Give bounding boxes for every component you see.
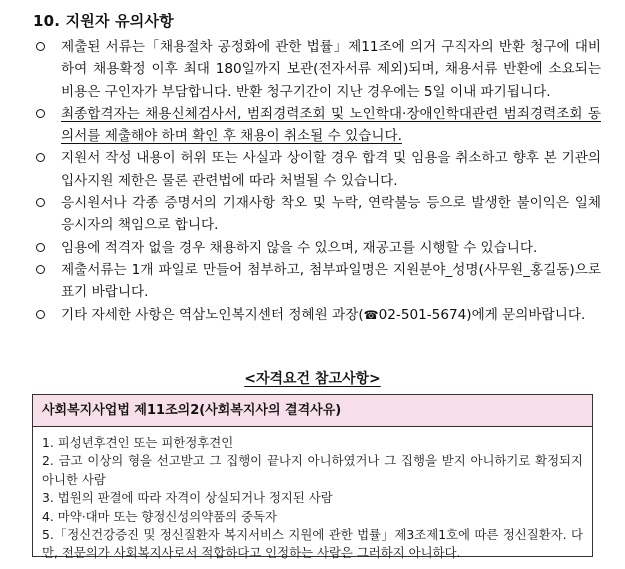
circle-bullet-icon (36, 198, 45, 207)
reference-box (32, 394, 593, 561)
notice-text: 제출서류는 1개 파일로 만들어 첨부하고, 첨부파일명은 지원분야_성명(사무원_홍길동)으로 표기 바랍니다. (61, 261, 601, 301)
circle-bullet-icon (36, 310, 45, 319)
circle-bullet-icon (36, 42, 45, 51)
notice-contact (61, 304, 601, 326)
section-title: 10. 지원자 유의사항 (33, 12, 174, 30)
contact-text-after: 02-501-5674)에게 문의바랍니다. (378, 306, 586, 323)
notice-item (33, 103, 601, 148)
disqualification-item: 5.「정신건강증진 및 정신질환자 복지서비스 지원에 관한 법률」제3조제1호에 따른 정신질환자. 다만, 전문의가 사회복지사로서 적합하다고 인정하는 사람은 그러하지 아니하다. (42, 527, 583, 561)
notice-item (33, 304, 601, 326)
reference-title-text: <자격요건 참고사항> (244, 371, 381, 387)
reference-box-body (33, 427, 592, 563)
notice-item (33, 259, 601, 304)
notice-item (33, 192, 601, 237)
notice-item (33, 147, 601, 192)
notice-text: 제출된 서류는「채용절차 공정화에 관한 법률」제11조에 의거 구직자의 반환 청구에 대비하여 채용확정 이후 최대 180일까지 보관(전자서류 제외)되며, 채용서류 반환에 소요되는 비용은 구인자가 부담합니다. 반환 청구기간이 지난 경우에는 5일 이내 파기됩니다. (61, 39, 601, 100)
phone-icon: ☎ (363, 307, 379, 322)
circle-bullet-icon (36, 153, 45, 162)
reference-box-header: 사회복지사업법 제11조의2(사회복지사의 결격사유) (33, 395, 592, 427)
circle-bullet-icon (36, 243, 45, 252)
disqualification-item: 1. 피성년후견인 또는 피한정후견인 (42, 435, 234, 450)
notice-list (33, 36, 601, 326)
disqualification-item: 2. 금고 이상의 형을 선고받고 그 집행이 끝나지 아니하였거나 그 집행을 받지 아니하기로 확정되지 아니한 사람 (42, 453, 583, 487)
circle-bullet-icon (36, 265, 45, 274)
notice-text: 임용에 적격자 없을 경우 채용하지 않을 수 있으며, 재공고를 시행할 수 있습니다. (61, 239, 538, 256)
notice-text: 지원서 작성 내용이 허위 또는 사실과 상이할 경우 합격 및 임용을 취소하고 향후 본 기관의 입사지원 제한은 물론 관련법에 따라 처벌될 수 있습니다. (61, 150, 601, 189)
contact-text-before: 기타 자세한 사항은 역삼노인복지센터 정혜원 과장( (61, 306, 364, 323)
reference-title (0, 368, 625, 388)
disqualification-item: 3. 법원의 판결에 따라 자격이 상실되거나 정지된 사람 (42, 490, 333, 506)
disqualification-item: 4. 마약·대마 또는 향정신성의약품의 중독자 (42, 508, 277, 524)
notice-item (33, 36, 601, 103)
notice-item (33, 237, 601, 259)
circle-bullet-icon (36, 109, 45, 118)
notice-text: 응시원서나 각종 증명서의 기재사항 착오 및 누락, 연락불능 등으로 발생한 불이익은 일체 응시자의 책임으로 합니다. (61, 195, 601, 234)
notice-text-underlined: 최종합격자는 채용신체검사서, 범죄경력조회 및 노인학대·장애인학대관련 범죄경력조회 동의서를 제출해야 하며 확인 후 채용이 취소될 수 있습니다. (61, 105, 601, 145)
